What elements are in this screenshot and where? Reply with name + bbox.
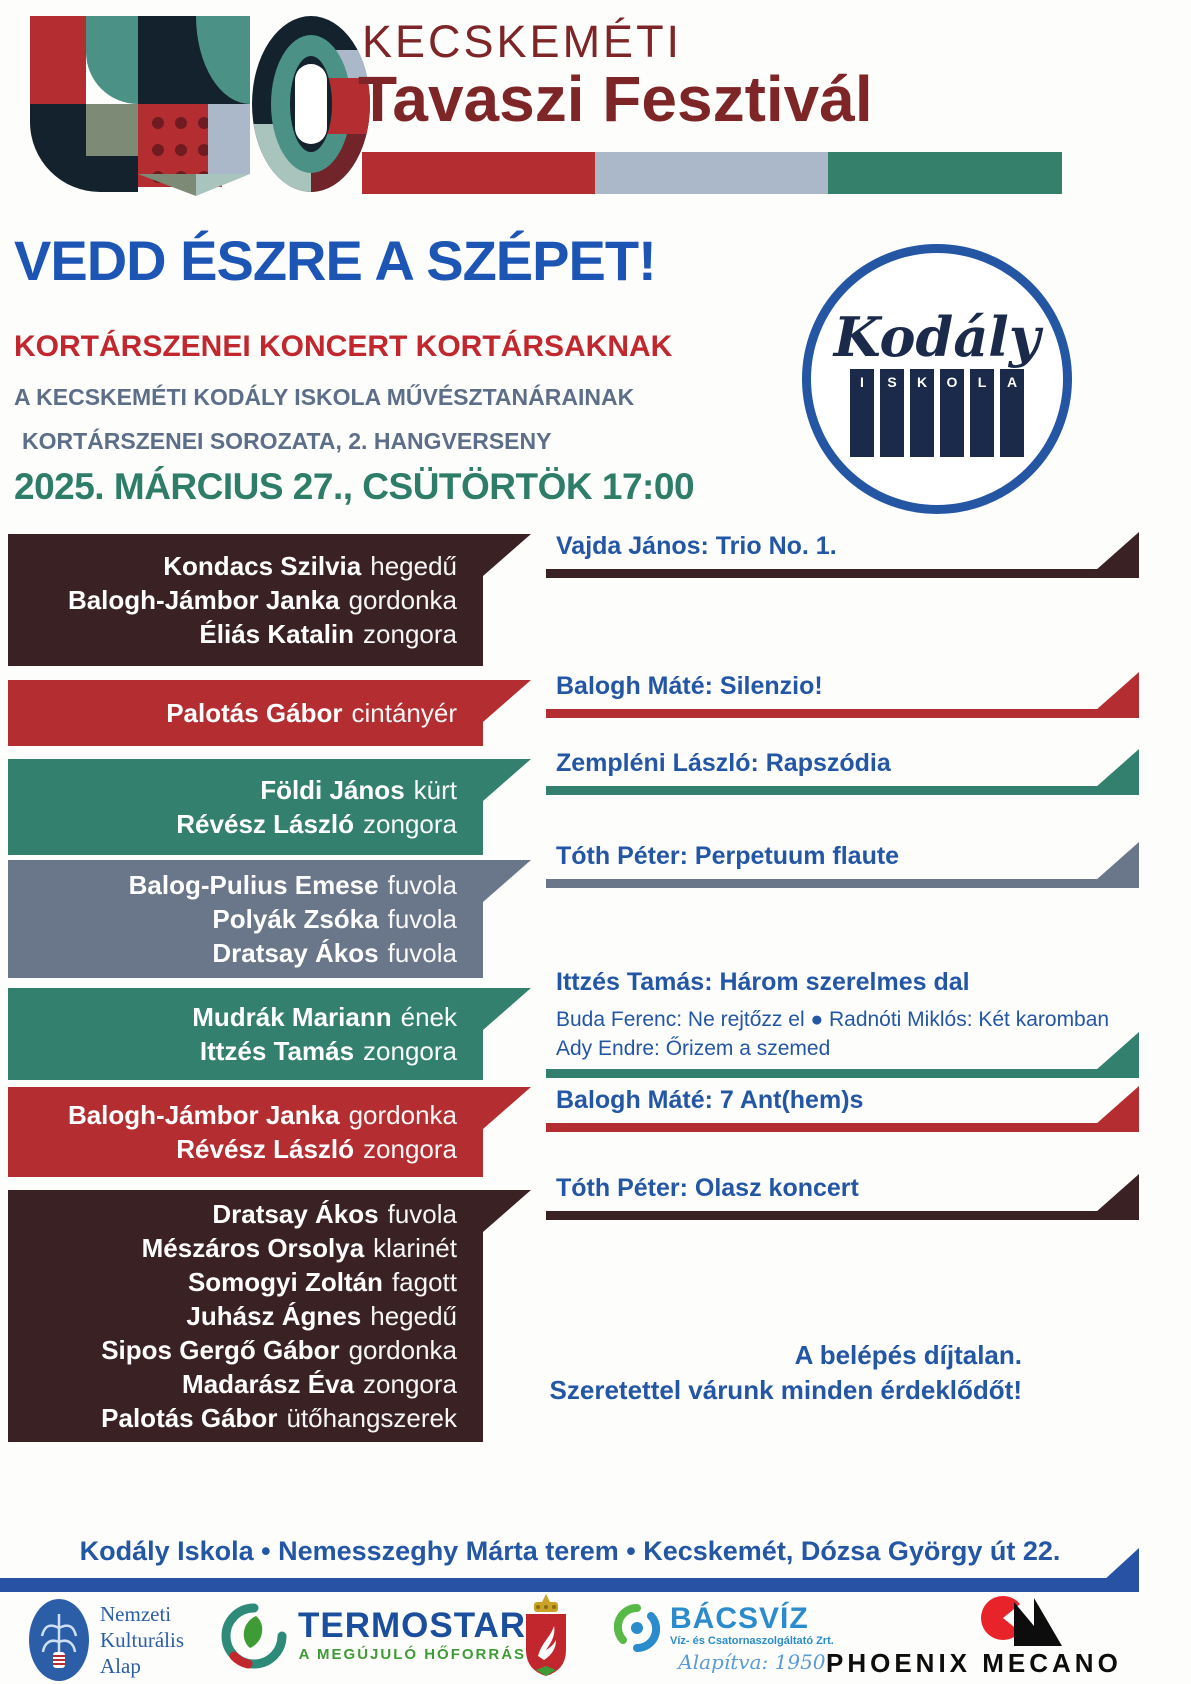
bar-segment-gray	[595, 152, 828, 194]
performer-block-2	[8, 680, 483, 746]
program-title: Zempléni László: Rapszódia	[556, 749, 891, 777]
event-datetime: 2025. MÁRCIUS 27., CSÜTÖRTÖK 17:00	[14, 466, 695, 507]
masthead-festival-title: Tavaszi Fesztivál	[358, 63, 873, 135]
program-rule	[546, 569, 1139, 578]
performer-block-4	[8, 860, 483, 978]
sponsor-phoenix-mecano	[826, 1588, 1122, 1679]
program-title: Balogh Máté: Silenzio!	[556, 672, 823, 700]
bar-segment-red	[362, 152, 595, 194]
termostar-name: TERMOSTAR	[298, 1606, 527, 1645]
closing-note	[550, 1338, 1022, 1408]
performer-line: Somogyi Zoltán fagott	[187, 1267, 457, 1297]
performer-line: Palotás Gábor cintányér	[166, 698, 457, 728]
series-line-2: KORTÁRSZENEI SOROZATA, 2. HANGVERSENY	[22, 428, 552, 454]
program-subline: Ady Endre: Őrizem a szemed	[556, 1037, 831, 1060]
bar-segment-teal	[828, 152, 1062, 194]
piano-key: S	[880, 369, 904, 457]
closing-line-2: Szeretettel várunk minden érdeklődőt!	[549, 1375, 1022, 1405]
performer-block-1	[8, 534, 483, 666]
program-item-4	[546, 842, 1139, 888]
performer-line: Sipos Gergő Gábor gordonka	[101, 1335, 457, 1365]
subheadline: KORTÁRSZENEI KONCERT KORTÁRSAKNAK	[14, 330, 673, 363]
program-rule	[546, 879, 1139, 888]
performer-line: Kondacs Szilvia hegedű	[163, 551, 457, 581]
piano-keys	[811, 369, 1063, 457]
sponsor-nka	[28, 1598, 184, 1682]
piano-key: O	[940, 369, 964, 457]
program-title: Tóth Péter: Olasz koncert	[556, 1174, 859, 1202]
flag-triangle	[1087, 532, 1139, 578]
program-item-3	[546, 749, 1139, 795]
closing-line-1: A belépés díjtalan.	[794, 1340, 1022, 1370]
program-rule	[546, 1069, 1139, 1078]
program-item-1	[546, 532, 1139, 578]
kodaly-script-text: Kodály	[833, 305, 1041, 369]
program-rule	[546, 709, 1139, 718]
program-title: Vajda János: Trio No. 1.	[556, 532, 837, 560]
masthead-tricolor-bar	[362, 152, 1062, 194]
program-title: Ittzés Tamás: Három szerelmes dal	[556, 968, 970, 996]
flag-triangle	[1087, 672, 1139, 718]
nka-text: Nemzeti Kulturális Alap	[100, 1602, 184, 1678]
performer-line: Révész László zongora	[176, 809, 457, 839]
piano-key: K	[910, 369, 934, 457]
flag-triangle	[1087, 1086, 1139, 1132]
performer-line: Balog-Pulius Emese fuvola	[128, 870, 457, 900]
bacsviz-founded: Alapítva: 1950	[678, 1650, 826, 1674]
performer-line: Balogh-Jámbor Janka gordonka	[67, 585, 457, 615]
performer-line: Éliás Katalin zongora	[199, 619, 457, 649]
sponsor-bacsviz	[614, 1604, 834, 1674]
bacsviz-logo-icon	[614, 1604, 660, 1656]
phoenix-mecano-logo-icon	[980, 1588, 1062, 1646]
crest-icon	[520, 1592, 572, 1680]
piano-key: I	[850, 369, 874, 457]
festival-40-logo	[28, 12, 344, 196]
kecskemet-crest	[520, 1592, 572, 1680]
performer-line: Földi János kürt	[260, 775, 457, 805]
program-item-2	[546, 672, 1139, 718]
nka-logo-icon	[28, 1598, 90, 1682]
termostar-logo-icon	[220, 1602, 288, 1670]
performer-block-3	[8, 759, 483, 855]
bacsviz-subtitle: Víz- és Csatornaszolgáltató Zrt.	[670, 1635, 834, 1647]
flag-triangle	[1087, 1032, 1139, 1078]
sponsor-termostar	[220, 1602, 526, 1670]
program-title: Balogh Máté: 7 Ant(hem)s	[556, 1086, 864, 1114]
performer-line: Balogh-Jámbor Janka gordonka	[67, 1100, 457, 1130]
performer-line: Polyák Zsóka fuvola	[212, 904, 457, 934]
program-item-7	[546, 1174, 1139, 1220]
performer-block-7	[8, 1190, 483, 1442]
program-rule	[546, 786, 1139, 795]
logo-zero	[252, 16, 370, 192]
performer-line: Dratsay Ákos fuvola	[212, 938, 457, 968]
headline: VEDD ÉSZRE A SZÉPET!	[14, 229, 656, 292]
performer-line: Mudrák Mariann ének	[192, 1002, 457, 1032]
flag-triangle	[1087, 1174, 1139, 1220]
performer-block-5	[8, 988, 483, 1080]
series-line-1: A KECSKEMÉTI KODÁLY ISKOLA MŰVÉSZTANÁRAINAK	[14, 384, 635, 410]
masthead-city: KECSKEMÉTI	[362, 16, 683, 67]
performer-line: Palotás Gábor ütőhangszerek	[101, 1403, 457, 1433]
piano-key: A	[1000, 369, 1024, 457]
performer-line: Madarász Éva zongora	[182, 1369, 457, 1399]
program-item-6	[546, 1086, 1139, 1132]
program-rule	[546, 1123, 1139, 1132]
termostar-tagline: A MEGÚJULÓ HŐFORRÁS	[298, 1646, 527, 1663]
phoenix-mecano-name: PHOENIX MECANO	[826, 1648, 1122, 1678]
performer-line: Ittzés Tamás zongora	[199, 1036, 457, 1066]
performer-block-6	[8, 1087, 483, 1177]
flag-triangle	[1087, 842, 1139, 888]
program-rule	[546, 1211, 1139, 1220]
flag-triangle	[1091, 1548, 1139, 1592]
kodaly-iskola-logo	[802, 244, 1072, 514]
program-subline: Buda Ferenc: Ne rejtőzz el ● Radnóti Miklós: Két karomban	[556, 1008, 1110, 1031]
bacsviz-name: BÁCSVÍZ	[670, 1602, 809, 1635]
performer-line: Révész László zongora	[176, 1134, 457, 1164]
performer-line: Mészáros Orsolya klarinét	[141, 1233, 457, 1263]
program-item-5	[546, 968, 1139, 1078]
performer-line: Dratsay Ákos fuvola	[212, 1199, 457, 1229]
program-title: Tóth Péter: Perpetuum flaute	[556, 842, 900, 870]
venue-line: Kodály Iskola • Nemesszeghy Márta terem • Kecskemét, Dózsa György út 22.	[79, 1536, 1061, 1566]
performer-line: Juhász Ágnes hegedű	[186, 1301, 457, 1331]
flag-triangle	[1087, 749, 1139, 795]
piano-key: L	[970, 369, 994, 457]
